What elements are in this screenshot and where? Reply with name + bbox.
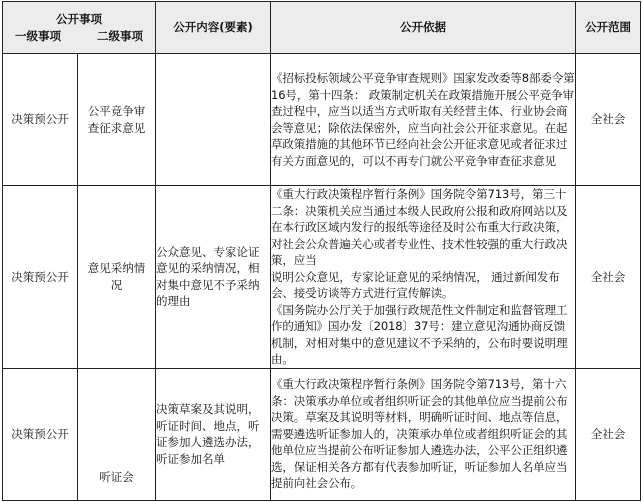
header-content: 公开内容(要素) (156, 2, 271, 54)
header-level1: 一级事项 (15, 28, 61, 43)
table-row (3, 186, 641, 369)
row-level1: 决策预公开 (3, 186, 78, 369)
row-scope: 全社会 (576, 186, 641, 369)
row-level2-cell (78, 368, 156, 500)
row-content: 公众意见、专家论证意见的采纳情况，相对集中意见不予采纳的理由 (156, 186, 271, 369)
header-category-cell (3, 2, 156, 54)
header-basis: 公开依据 (271, 2, 576, 54)
row-level2: 意见采纳情况 (87, 261, 146, 292)
row-content (156, 54, 271, 186)
row-scope: 全社会 (576, 368, 641, 500)
basis-paragraph: 《重大行政决策程序暂行条例》国务院令第713号，第三十二条：决策机关应当通过本级人民政府公报和政府网站以及在本行政区域内发行的报纸等途径及时公布重大行政决策，对社会公众普遍关心或者专业性、技术性较强的重大行政决策，应当 (271, 187, 568, 267)
row-scope: 全社会 (576, 54, 641, 186)
row-level2-cell (78, 186, 156, 369)
row-level2-cell (78, 54, 156, 186)
row-level1: 决策预公开 (3, 368, 78, 500)
row-basis (271, 54, 576, 186)
header-row (3, 2, 641, 54)
row-level1: 决策预公开 (3, 54, 78, 186)
basis-paragraph: 《重大行政决策程序暂行条例》国务院令第713号，第十六条：决策承办单位或者组织听证会的其他单位应当提前公布决策。草案及其说明等材料，明确听证时间、地点等信息，需要遴选听证参加人的，决策承办单位或者组织听证会的其他单位应当提前公布听证参加人遴选办法，公平公正组织遴选，保证相关各方都有代表参加听证，听证参加人名单应当提前向社会公布。 (271, 377, 568, 491)
table-row (3, 54, 641, 186)
row-level2: 公平竞争审查征求意见 (87, 104, 146, 135)
header-category: 公开事项 (56, 12, 102, 26)
row-level2: 听证会 (99, 470, 134, 484)
row-basis (271, 186, 576, 369)
header-scope: 公开范围 (576, 2, 641, 54)
row-basis (271, 368, 576, 500)
basis-paragraph: 说明公众意见，专家论证意见的采纳情况， 通过新闻发布会、接受访谈等方式进行宣传解读。 (271, 269, 560, 300)
basis-paragraph: 《国务院办公厅关于加强行政规范性文件制定和监督管理工作的通知》国办发〔2018〕37号：建立意见沟通协商反馈机制，对相对集中的意见建议不予采纳的，公布时要说明理由。 (271, 302, 568, 366)
row-content: 决策草案及其说明，听证时间、地点，听证参加人遴选办法，听证参加名单 (156, 368, 271, 500)
basis-paragraph: 《招标投标领域公平竞争审查规则》国家发改委等8部委令第16号，第十四条： 政策制定机关在政策措施开展公平竞争审查过程中，应当以适当方式听取有关经营主体、行业协会商会等意见；除依法保密外，应当向社会公开征求意见。在起草政策措施的其他环节已经向社会公开征求意见或者征求过有关方面意见的，可以不再专门就公平竞争审查征求意见 (271, 71, 575, 168)
table-row (3, 368, 641, 500)
header-level2: 二级事项 (97, 28, 143, 43)
disclosure-table (2, 1, 641, 501)
